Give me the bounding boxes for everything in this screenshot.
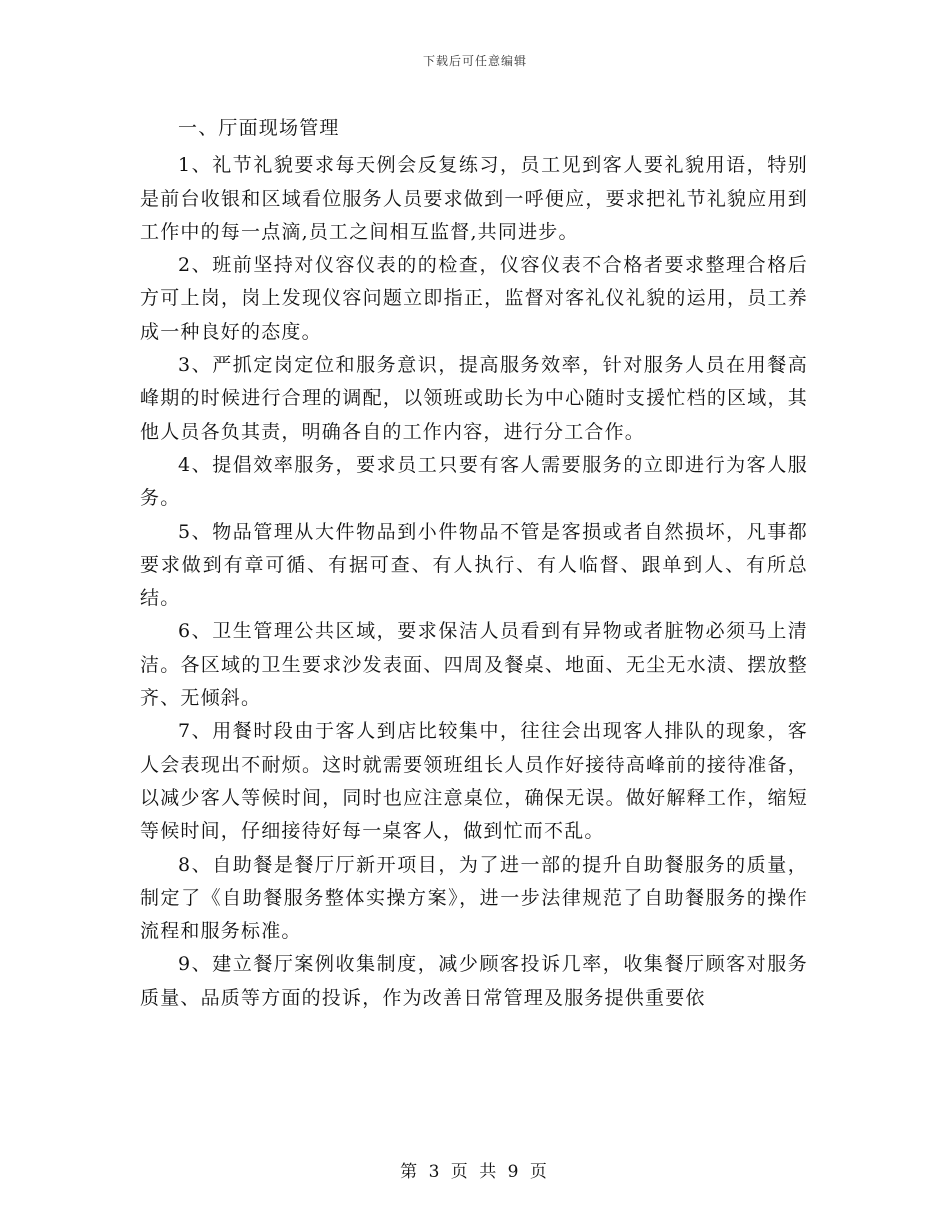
- paragraph-9: 9、建立餐厅案例收集制度，减少顾客投诉几率，收集餐厅顾客对服务质量、品质等方面的投诉，作为改善日常管理及服务提供重要依: [140, 953, 808, 1009]
- paragraph-7: 7、用餐时段由于客人到店比较集中，往往会出现客人排队的现象，客人会表现出不耐烦。这时就需要领班组长人员作好接待高峰前的接待准备，以减少客人等候时间，同时也应注意桌位，确保无误。做好解释工作，缩短等候时间，仔细接待好每一桌客人，做到忙而不乱。: [140, 720, 808, 843]
- section-heading: 一、厅面现场管理: [178, 117, 340, 139]
- paragraph-1: 1、礼节礼貌要求每天例会反复练习，员工见到客人要礼貌用语，特别是前台收银和区域看位服务人员要求做到一呼便应，要求把礼节礼貌应用到工作中的每一点滴,员工之间相互监督,共同进步。: [140, 154, 808, 243]
- paragraph-2: 2、班前坚持对仪容仪表的的检查，仪容仪表不合格者要求整理合格后方可上岗，岗上发现仪容问题立即指正，监督对客礼仪礼貌的运用，员工养成一种良好的态度。: [140, 254, 808, 343]
- paragraph-6: 6、卫生管理公共区域，要求保洁人员看到有异物或者脏物必须马上清洁。各区域的卫生要求沙发表面、四周及餐桌、地面、无尘无水渍、摆放整齐、无倾斜。: [140, 620, 808, 710]
- document-body: [140, 112, 808, 1015]
- paragraph-3: 3、严抓定岗定位和服务意识，提高服务效率，针对服务人员在用餐高峰期的时候进行合理的调配，以领班或助长为中心随时支援忙档的区域，其他人员各负其责，明确各自的工作内容，进行分工合作。: [140, 354, 808, 443]
- paragraph-5: 5、物品管理从大件物品到小件物品不管是客损或者自然损坏，凡事都要求做到有章可循、有据可查、有人执行、有人临督、跟单到人、有所总结。: [140, 520, 808, 610]
- page-number-footer: 第 3 页 共 9 页: [400, 1162, 550, 1182]
- paragraph-8: 8、自助餐是餐厅厅新开项目，为了进一部的提升自助餐服务的质量，制定了《自助餐服务整体实操方案》，进一步法律规范了自助餐服务的操作流程和服务标准。: [140, 853, 808, 943]
- page-header: 下载后可任意编辑: [422, 54, 527, 68]
- paragraph-4: 4、提倡效率服务，要求员工只要有客人需要服务的立即进行为客人服务。: [140, 453, 808, 510]
